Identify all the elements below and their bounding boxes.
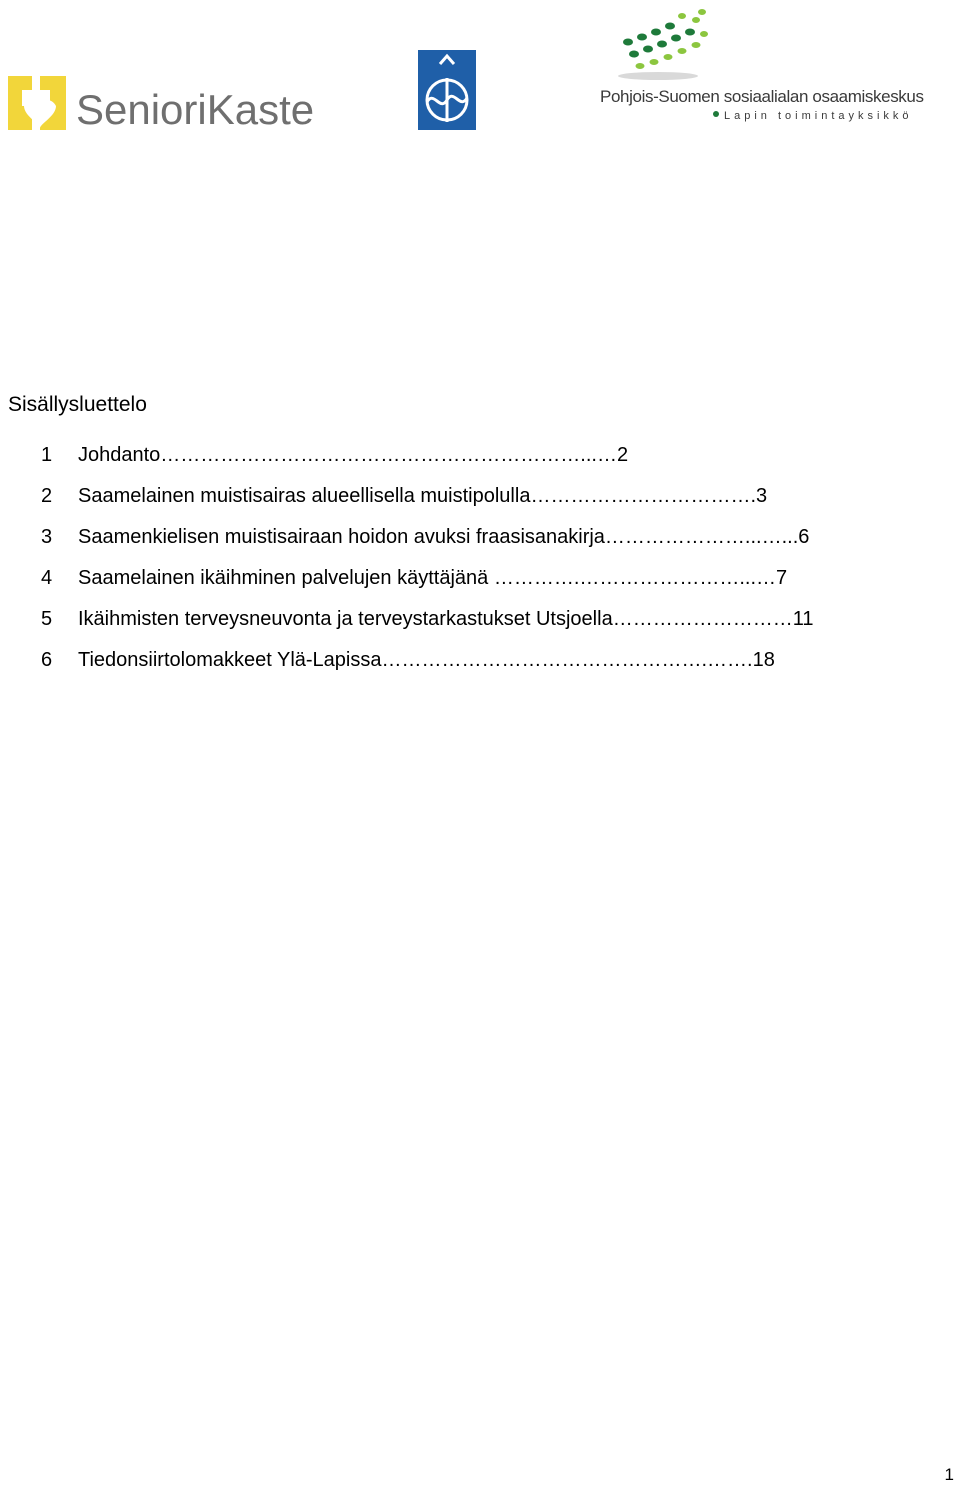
posos-logo: [598, 4, 926, 122]
toc-entry-number: 2: [41, 485, 53, 507]
toc-entry-number: 1: [41, 444, 53, 466]
seniorikaste-mark-icon: [6, 70, 341, 134]
toc-entry[interactable]: [0, 645, 960, 675]
toc-entry-number: 5: [41, 608, 53, 630]
toc-entry[interactable]: [0, 481, 960, 511]
dots-logo-icon: [598, 4, 926, 122]
toc-entry-number: 3: [41, 526, 53, 548]
emblem-logo: [418, 50, 476, 130]
toc-entry-title: Ikäihmisten terveysneuvonta ja terveystarkastukset Utsjoella………………………11: [78, 608, 814, 630]
toc-entry-title: Saamelainen ikäihminen palvelujen käyttäjänä ………….……………………...…7: [78, 567, 788, 589]
toc-heading: Sisällysluettelo: [8, 393, 147, 416]
toc-entry-title: Saamenkielisen muistisairaan hoidon avuksi fraasisanakirja…………………...…...6: [78, 526, 810, 548]
toc-entry-title: Saamelainen muistisairas alueellisella muistipolulla…………………………….3: [78, 485, 768, 507]
posos-line1: Pohjois-Suomen sosiaalialan osaamiskeskus: [600, 87, 924, 106]
posos-line2: Lapin toimintayksikkö: [724, 110, 913, 122]
emblem-icon: [418, 50, 476, 130]
toc-entry-title: Tiedonsiirtolomakkeet Ylä-Lapissa………………………………………….…….18: [78, 649, 775, 671]
seniorikaste-logo: [6, 70, 341, 134]
toc-entry-number: 6: [41, 649, 53, 671]
toc-entry-number: 4: [41, 567, 53, 589]
toc-entry[interactable]: [0, 563, 960, 593]
toc-entry[interactable]: [0, 604, 960, 634]
toc-entry[interactable]: [0, 440, 960, 470]
seniorikaste-wordmark: SenioriKaste: [76, 86, 315, 133]
toc-entry-title: Johdanto………………………………………………………...…2: [78, 444, 629, 466]
toc-entry[interactable]: [0, 522, 960, 552]
page-number: 1: [944, 1465, 954, 1484]
